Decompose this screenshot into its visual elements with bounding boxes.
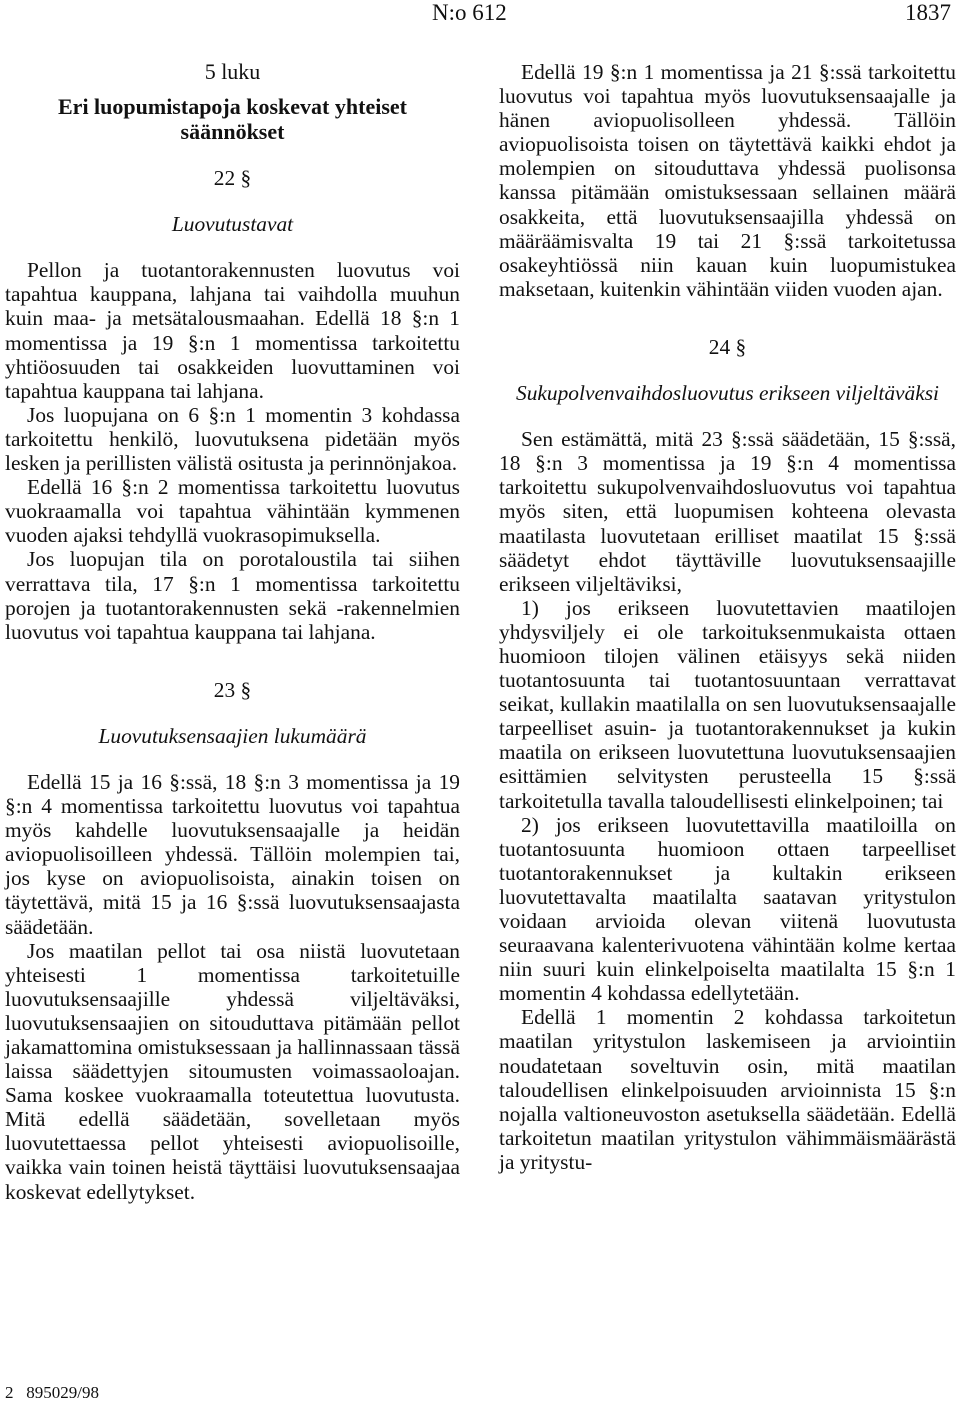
page-header <box>0 0 960 30</box>
page-footer <box>5 1383 99 1403</box>
issue-number: N:o 612 <box>432 0 507 25</box>
sheet-number: 2 <box>5 1383 14 1402</box>
section-24-number: 24 § <box>708 334 747 359</box>
section-24-item-2: 2) jos erikseen luovutettavilla maatiloilla on tuotantosuunta huomioon ottaen tarpeelliset tuotantorakennukset ja kultakin erikseen luovutettavalta maatilalta saatavan yritystulon voidaan arvioida olevan viitenä luovutusta seuraavana kalenterivuotena vähintään kolme kertaa niin suuri kuin elinkelpoiselta maatilalta 15 §:n 1 momentin 4 kohdassa edellytetään. <box>499 812 956 1006</box>
print-code: 895029/98 <box>26 1383 99 1402</box>
chapter-title: Eri luopumistapoja koskevat yhteiset säännökset <box>58 94 407 145</box>
section-22-paragraph: Edellä 16 §:n 2 momentissa tarkoitettu luovutus vuokraamalla voi tapahtua vähintään kymmenen vuoden ajaksi tehdyllä vuokrasopimuksella. <box>5 475 460 548</box>
section-24-item-1: 1) jos erikseen luovutettavien maatilojen yhdysviljely ei ole tarkoituksenmukaista ottaen huomioon tilojen välinen etäisyys sekä niiden tuotantosuunta tai tuotantosuuntaan verrattavat seikat, kullakin maatilalla on sen luovutuksensaajalle tarpeelliset asuin- ja tuotantorakennukset ja kukin maatila on erikseen luovutettuna luovutuksensaajien esittämien selvitysten perusteella 15 §:ssä tarkoitetulla tavalla taloudellisesti elinkelpoinen; tai <box>499 595 956 813</box>
section-22-title: Luovutustavat <box>171 212 294 237</box>
section-23-paragraph: Jos maatilan pellot tai osa niistä luovutetaan yhteisesti 1 momentissa tarkoitetuille luovutuksensaajille yhdessä viljeltäväksi, luovutuksensaajien on sitouduttava pitämään pellot jakamattomina omistuksessaan ja hallinnassaan tässä laissa säädettyjen sitoumusten voimassaoloajan. Sama koskee vuokraamalla toteutettua luovutusta. Mitä edellä säädetään, sovelletaan myös luovutettaessa pellot yhteisesti aviopuolisoille, vaikka vain toinen heistä täyttäisi luovutuksensaajaa koskevat edellytykset. <box>5 938 460 1204</box>
section-24-paragraph-2: Edellä 1 momentin 2 kohdassa tarkoitetun maatilan yritystulon laskemiseen ja arviointiin noudatetaan soveltuvin osin, mitä maatilan taloudellisen elinkelpoisuuden arvioinnista 15 §:n nojalla valtioneuvoston asetuksella säädetään. Edellä tarkoitetun maatilan yritystulon vähimmäismäärästä ja yritystu- <box>499 1005 956 1174</box>
page-number: 1837 <box>905 0 951 25</box>
section-22-paragraph: Jos luopujan tila on porotaloustila tai siihen verrattava tila, 17 §:n 1 momentissa tarkoitettu porojen ja tuotantorakennusten sekä -rakennelmien luovutus voi tapahtua kauppana tai lahjana. <box>5 547 460 644</box>
section-23-paragraph: Edellä 15 ja 16 §:ssä, 18 §:n 3 momentissa ja 19 §:n 4 momentissa tarkoitettu luovutus voi tapahtua myös kahdelle luovutuksensaajalle ja heidän aviopuolisoilleen yhdessä. Tällöin molempien tai, jos kyse on aviopuolisoista, ainakin toisen on täytettävä, mitä 15 ja 16 §:ssä luovutuksensaajasta säädetään. <box>5 769 460 939</box>
section-22-paragraph: Pellon ja tuotantorakennusten luovutus voi tapahtua kauppana, lahjana tai vaihdolla muuhun kuin maa- ja metsätalousmaahan. Edellä 18 §:n 1 momentissa ja 19 §:n 1 momentissa tarkoitettu yhtiöosuuden tai osakkeiden luovuttaminen voi tapahtua kauppana tai lahjana. <box>5 258 460 403</box>
section-24-title: Sukupolvenvaihdosluovutus erikseen viljeltäväksi <box>516 381 939 406</box>
section-23-title: Luovutuksensaajien lukumäärä <box>98 723 367 748</box>
section-22-paragraph: Jos luopujana on 6 §:n 1 momentin 3 kohdassa tarkoitettu henkilö, luovutuksena pidetään myös lesken ja perillisten välistä ositusta ja perinnönjakoa. <box>5 402 460 476</box>
section-22-number: 22 § <box>213 166 252 191</box>
left-column <box>5 60 460 1204</box>
chapter-number: 5 luku <box>204 59 261 84</box>
section-23-number: 23 § <box>213 677 252 702</box>
right-column <box>499 60 956 1174</box>
section-23-paragraph-continued: Edellä 19 §:n 1 momentissa ja 21 §:ssä tarkoitettu luovutus voi tapahtua myös luovutuksensaajalle ja hänen aviopuolisolleen yhdessä. Tällöin aviopuolisoista toisen on täytettävä kaikki ehdot ja molempien on sitouduttava yhdessä puolisonsa kanssa pitämään omistuksessaan sellainen määrä osakkeita, että luovutuksensaajilla yhdessä on määräämisvalta 19 tai 21 §:ssä tarkoitetussa osakeyhtiössä niin kauan kuin luopumistukea maksetaan, kuitenkin vähintään viiden vuoden ajan. <box>499 60 956 301</box>
section-24-intro: Sen estämättä, mitä 23 §:ssä säädetään, 15 §:ssä, 18 §:n 3 momentissa ja 19 §:n 4 momentissa tarkoitettu sukupolvenvaihdosluovutus voi tapahtua myös siten, että luopumisen kohteena olevasta maatilasta luovutetaan erilliset maatilat 15 §:ssä säädetyt ehdot täyttäville luovutuksensaajille erikseen viljeltäviksi, <box>499 427 956 596</box>
